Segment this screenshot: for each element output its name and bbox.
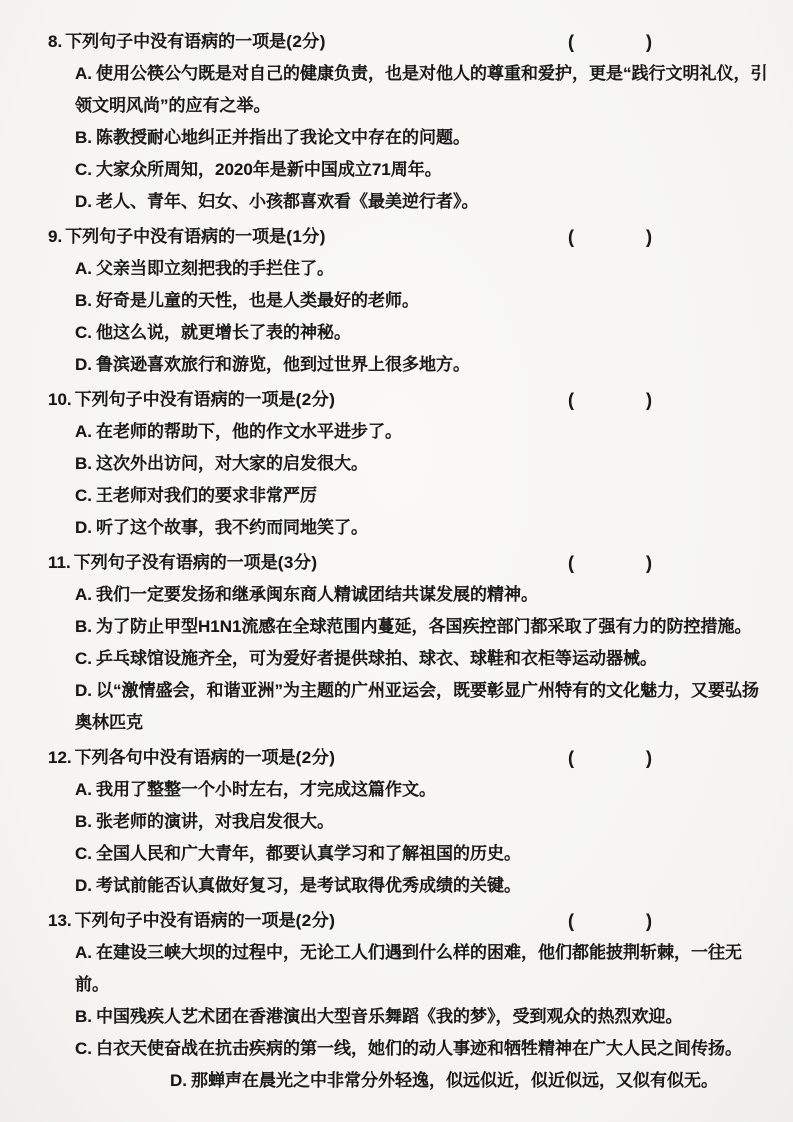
option-text: 以“激情盛会，和谐亚洲”为主题的广州亚运会，既要彰显广州特有的文化魅力，又要弘扬奥林匹克 [75, 681, 759, 732]
option-label: C. [75, 649, 92, 668]
question-title: 下列句子中没有语病的一项是 [65, 227, 287, 246]
question-number: 8. [48, 32, 63, 51]
option-13a [75, 937, 775, 1001]
option-label: B. [75, 128, 92, 147]
option-label: D. [75, 681, 92, 700]
question-8 [48, 26, 775, 218]
paren-close: ) [646, 390, 652, 410]
question-title: 下列句子中没有语病的一项是 [65, 32, 287, 51]
question-9 [48, 221, 775, 381]
question-points: (2分) [295, 390, 336, 409]
option-8c [75, 154, 775, 186]
option-11c [75, 643, 775, 675]
option-text: 我们一定要发扬和继承闽东商人精诚团结共谋发展的精神。 [96, 585, 538, 604]
option-11b [75, 611, 775, 643]
option-text: 父亲当即立刻把我的手拦住了。 [96, 259, 334, 278]
option-text: 好奇是儿童的天性，也是人类最好的老师。 [96, 291, 419, 310]
option-11a [75, 579, 775, 611]
option-text: 大家众所周知，2020年是新中国成立71周年。 [96, 160, 442, 179]
answer-bracket [568, 221, 652, 253]
paren-close: ) [646, 227, 652, 247]
option-text: 陈教授耐心地纠正并指出了我论文中存在的问题。 [96, 128, 470, 147]
answer-bracket [568, 742, 652, 774]
option-10b [75, 448, 775, 480]
answer-bracket [568, 547, 652, 579]
paren-open: ( [568, 553, 574, 573]
question-number: 12. [48, 748, 72, 767]
option-label: D. [75, 876, 92, 895]
question-title: 下列句子没有语病的一项是 [73, 553, 278, 572]
option-label: B. [75, 812, 92, 831]
question-number: 13. [48, 911, 72, 930]
question-11 [48, 547, 775, 739]
option-text: 中国残疾人艺术团在香港演出大型音乐舞蹈《我的梦》，受到观众的热烈欢迎。 [96, 1007, 683, 1026]
option-text: 乒乓球馆设施齐全，可为爱好者提供球拍、球衣、球鞋和衣柜等运动器械。 [96, 649, 657, 668]
option-label: B. [75, 291, 92, 310]
option-label: A. [75, 422, 92, 441]
option-12c [75, 838, 775, 870]
option-text: 老人、青年、妇女、小孩都喜欢看《最美逆行者》。 [96, 192, 479, 211]
option-text: 那蝉声在晨光之中非常分外轻逸，似远似近，似近似远，又似有似无。 [191, 1071, 718, 1090]
question-13-header [48, 905, 775, 937]
question-title: 下列各句中没有语病的一项是 [74, 748, 296, 767]
option-label: D. [75, 355, 92, 374]
option-text: 他这么说，就更增长了表的神秘。 [96, 323, 351, 342]
option-label: C. [75, 160, 92, 179]
option-13b [75, 1001, 775, 1033]
question-points: (2分) [295, 911, 336, 930]
paren-open: ( [568, 227, 574, 247]
answer-bracket [568, 905, 652, 937]
question-number: 9. [48, 227, 63, 246]
question-points: (3分) [277, 553, 318, 572]
option-text: 全国人民和广大青年，都要认真学习和了解祖国的历史。 [96, 844, 521, 863]
option-label: B. [75, 454, 92, 473]
option-label: C. [75, 1039, 92, 1058]
paren-open: ( [568, 390, 574, 410]
paren-close: ) [646, 748, 652, 768]
answer-bracket [568, 384, 652, 416]
option-8b [75, 122, 775, 154]
option-label: A. [75, 259, 92, 278]
question-points: (2分) [286, 32, 326, 51]
option-11d [75, 675, 775, 739]
paren-close: ) [646, 911, 652, 931]
option-label: C. [75, 323, 92, 342]
paren-open: ( [568, 32, 574, 52]
question-10-header [48, 384, 775, 416]
question-8-header [48, 26, 775, 58]
option-text: 使用公筷公勺既是对自己的健康负责，也是对他人的尊重和爱护，更是“践行文明礼仪，引领文明风尚”的应有之举。 [75, 64, 768, 115]
option-8a [75, 58, 775, 122]
option-8d [75, 186, 775, 218]
question-points: (2分) [295, 748, 336, 767]
question-9-header [48, 221, 775, 253]
option-13d [170, 1065, 775, 1097]
option-label: B. [75, 1007, 92, 1026]
option-label: A. [75, 943, 92, 962]
question-12-header [48, 742, 775, 774]
option-12a [75, 774, 775, 806]
option-10d [75, 512, 775, 544]
answer-bracket [568, 26, 652, 58]
option-label: A. [75, 585, 92, 604]
paren-close: ) [646, 32, 652, 52]
question-number: 11. [48, 553, 71, 572]
option-13c [75, 1033, 775, 1065]
option-12d [75, 870, 775, 902]
question-13 [48, 905, 775, 1097]
option-9a [75, 253, 775, 285]
option-text: 听了这个故事，我不约而同地笑了。 [96, 518, 368, 537]
option-label: A. [75, 64, 92, 83]
option-9c [75, 317, 775, 349]
option-text: 我用了整整一个小时左右，才完成这篇作文。 [96, 780, 436, 799]
option-text: 考试前能否认真做好复习，是考试取得优秀成绩的关键。 [96, 876, 521, 895]
option-12b [75, 806, 775, 838]
paren-close: ) [646, 553, 652, 573]
question-title: 下列句子中没有语病的一项是 [74, 911, 296, 930]
question-11-header [48, 547, 775, 579]
option-label: A. [75, 780, 92, 799]
question-points: (1分) [286, 227, 326, 246]
option-text: 鲁滨逊喜欢旅行和游览，他到过世界上很多地方。 [96, 355, 470, 374]
option-label: C. [75, 486, 92, 505]
question-12 [48, 742, 775, 902]
option-label: B. [75, 617, 92, 636]
paren-open: ( [568, 748, 574, 768]
paren-open: ( [568, 911, 574, 931]
option-10a [75, 416, 775, 448]
question-10 [48, 384, 775, 544]
option-10c [75, 480, 775, 512]
option-label: D. [75, 192, 92, 211]
option-label: D. [170, 1071, 187, 1090]
option-9b [75, 285, 775, 317]
option-text: 张老师的演讲，对我启发很大。 [96, 812, 334, 831]
option-text: 在建设三峡大坝的过程中，无论工人们遇到什么样的困难，他们都能披荆斩棘，一往无前。 [75, 943, 742, 994]
question-number: 10. [48, 390, 72, 409]
option-label: C. [75, 844, 92, 863]
option-label: D. [75, 518, 92, 537]
option-text: 这次外出访问，对大家的启发很大。 [96, 454, 368, 473]
option-text: 白衣天使奋战在抗击疾病的第一线，她们的动人事迹和牺牲精神在广大人民之间传扬。 [96, 1039, 742, 1058]
option-text: 为了防止甲型H1N1流感在全球范围内蔓延，各国疾控部门都采取了强有力的防控措施。 [96, 617, 752, 636]
option-text: 在老师的帮助下，他的作文水平进步了。 [96, 422, 402, 441]
option-text: 王老师对我们的要求非常严厉 [96, 486, 317, 505]
question-title: 下列句子中没有语病的一项是 [74, 390, 296, 409]
option-9d [75, 349, 775, 381]
